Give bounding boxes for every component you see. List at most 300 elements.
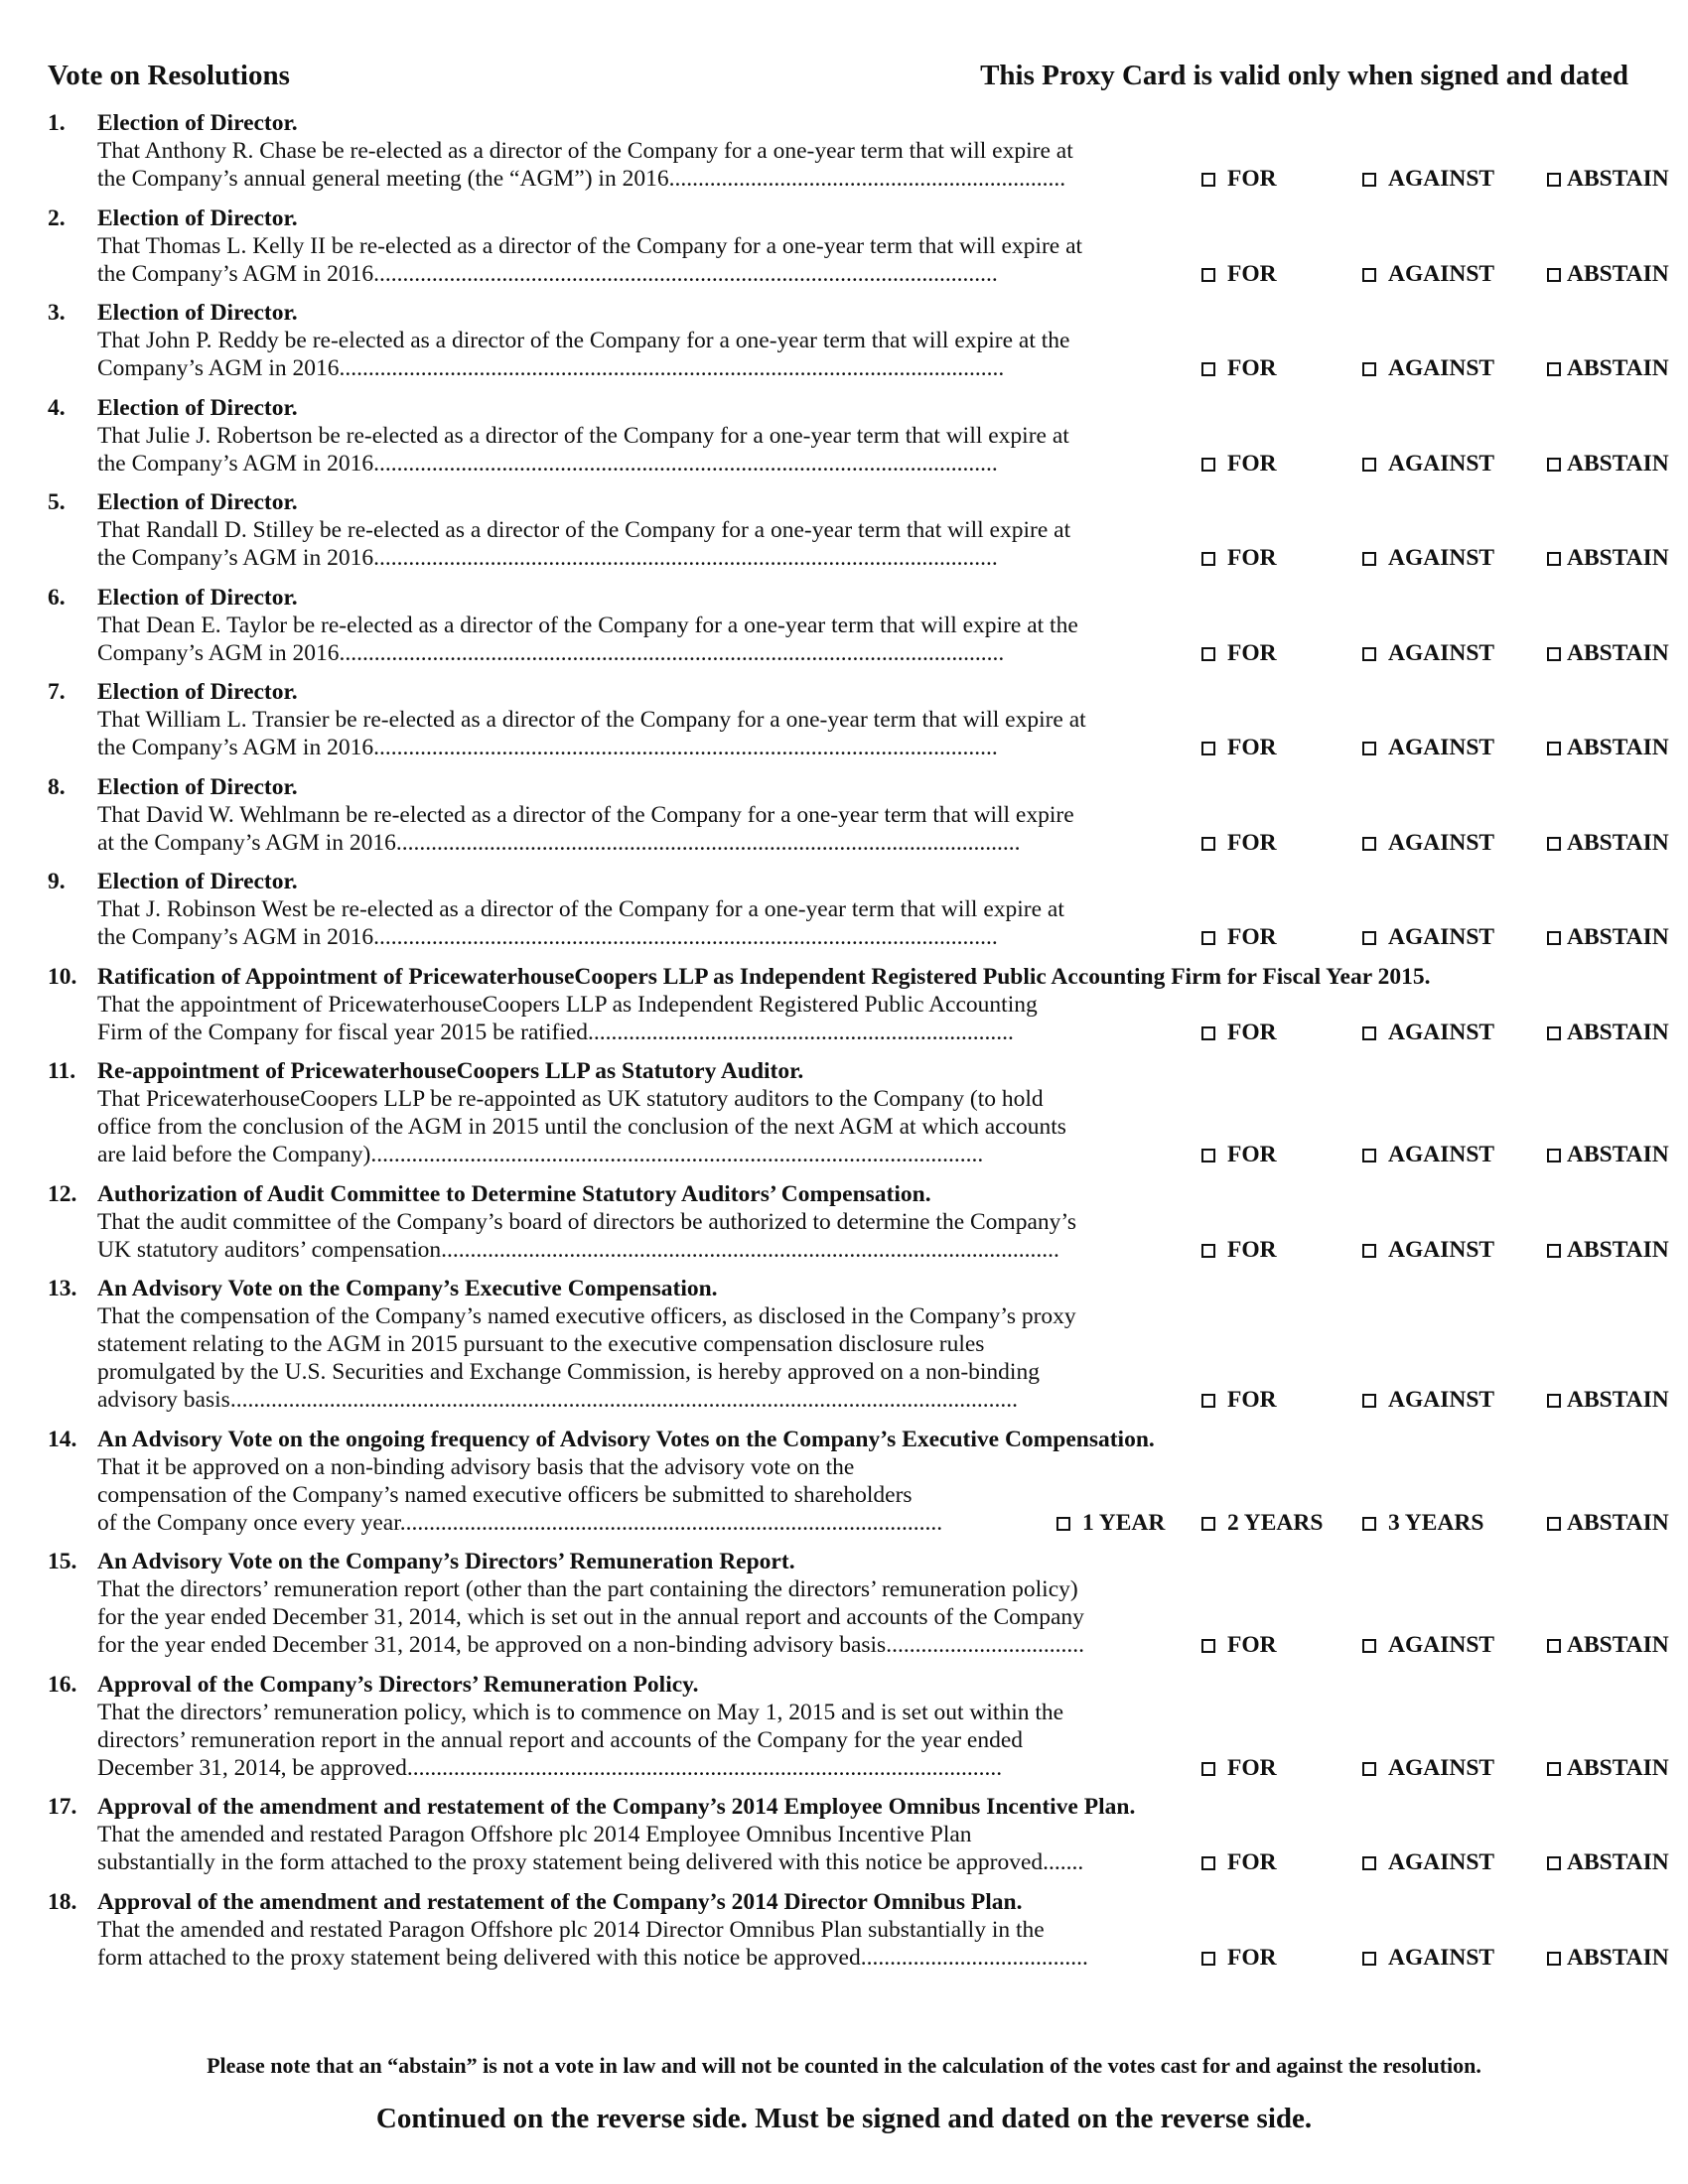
vote-option-against[interactable] <box>1362 354 1547 382</box>
vote-options <box>1201 639 1688 667</box>
resolution-text-line: That the directors’ remuneration report (other than the part containing the directors’ remuneration policy) <box>97 1576 1078 1602</box>
vote-option-label: ABSTAIN <box>1567 735 1669 760</box>
resolution-text-line: promulgated by the U.S. Securities and Exchange Commission, is hereby approved on a non-binding <box>97 1359 1040 1385</box>
resolution-number: 13. <box>48 1276 77 1301</box>
resolution-last-text <box>97 1509 1056 1537</box>
checkbox-icon[interactable] <box>1201 837 1215 851</box>
resolution-item <box>48 1426 1669 1537</box>
resolution-title: Election of Director. <box>97 773 298 800</box>
resolution-number: 12. <box>48 1180 77 1207</box>
vote-options <box>1201 1141 1688 1168</box>
vote-option-against[interactable] <box>1362 260 1547 288</box>
vote-options <box>1201 1631 1688 1659</box>
resolution-item <box>48 1057 1669 1168</box>
checkbox-icon[interactable] <box>1362 1394 1376 1408</box>
resolution-title: Authorization of Audit Committee to Determine Statutory Auditors’ Compensation. <box>97 1180 931 1207</box>
resolution-text-line: of the Company once every year <box>97 1509 400 1536</box>
checkbox-icon[interactable] <box>1547 1856 1561 1870</box>
vote-option-abstain[interactable] <box>1547 639 1688 667</box>
resolution-title: Election of Director. <box>97 489 298 515</box>
checkbox-icon[interactable] <box>1547 1639 1561 1653</box>
resolution-text-line: That Thomas L. Kelly II be re-elected as a director of the Company for a one-year term that will expire at <box>97 232 1083 259</box>
resolution-number: 15. <box>48 1549 77 1574</box>
dot-leader: .......................................................................................................... <box>378 924 998 950</box>
vote-option-for[interactable] <box>1201 1631 1362 1659</box>
vote-option-2-years[interactable] <box>1201 1509 1362 1537</box>
resolution-text-line: the Company’s AGM in 2016. <box>97 924 379 950</box>
vote-options <box>1201 450 1688 478</box>
vote-option-label: FOR <box>1227 1754 1277 1781</box>
vote-option-for[interactable] <box>1201 1848 1362 1876</box>
vote-option-abstain[interactable] <box>1547 1236 1688 1264</box>
vote-option-label: ABSTAIN <box>1567 1142 1669 1167</box>
resolution-vote-line <box>48 165 1669 193</box>
vote-option-3-years[interactable] <box>1362 1509 1547 1537</box>
dot-leader: ................................................................................................................. <box>345 639 1005 666</box>
resolution-text-line: That Anthony R. Chase be re-elected as a director of the Company for a one-year term that will expire at <box>97 138 1073 164</box>
resolution-text-line: Company’s AGM in 2016. <box>97 355 346 381</box>
resolution-text-line: advisory basis <box>97 1387 230 1413</box>
vote-option-for[interactable] <box>1201 354 1362 382</box>
resolution-item <box>48 1793 1669 1876</box>
vote-option-abstain[interactable] <box>1547 1944 1688 1972</box>
checkbox-icon[interactable] <box>1362 1639 1376 1653</box>
vote-option-against[interactable] <box>1362 639 1547 667</box>
resolution-text-line: substantially in the form attached to the proxy statement being delivered with this notice be approved. <box>97 1849 1050 1875</box>
header-title: Vote on Resolutions <box>48 60 290 91</box>
vote-option-label: FOR <box>1227 166 1277 192</box>
resolution-item <box>48 1671 1669 1782</box>
vote-option-for[interactable] <box>1201 1019 1362 1046</box>
checkbox-icon[interactable] <box>1547 1952 1561 1966</box>
vote-option-against[interactable] <box>1362 1631 1547 1659</box>
vote-option-for[interactable] <box>1201 1236 1362 1264</box>
resolution-last-text <box>97 829 1201 857</box>
resolution-title: Election of Director. <box>97 110 298 136</box>
resolution-text-line: statement relating to the AGM in 2015 pursuant to the executive compensation disclosure rules <box>97 1331 985 1357</box>
vote-option-against[interactable] <box>1362 1848 1547 1876</box>
resolution-item <box>48 584 1669 667</box>
resolution-text-line: That the audit committee of the Company’s board of directors be authorized to determine the Company’s <box>97 1208 1077 1235</box>
checkbox-icon[interactable] <box>1362 1149 1376 1162</box>
resolution-number: 8. <box>48 773 66 800</box>
vote-options <box>1201 1754 1688 1782</box>
vote-option-label: AGAINST <box>1388 735 1495 760</box>
vote-option-against[interactable] <box>1362 923 1547 951</box>
dot-leader: .......................................................................................................... <box>378 735 998 760</box>
vote-option-for[interactable] <box>1201 544 1362 572</box>
resolution-last-text <box>97 1631 1201 1659</box>
resolution-vote-line <box>48 1141 1669 1168</box>
vote-option-abstain[interactable] <box>1547 1141 1688 1168</box>
vote-option-label: AGAINST <box>1388 545 1495 571</box>
checkbox-icon[interactable] <box>1547 458 1561 472</box>
resolution-last-text <box>97 450 1201 478</box>
vote-option-label: FOR <box>1227 1019 1277 1045</box>
resolution-last-text <box>97 260 1201 288</box>
resolution-text-line: That the amended and restated Paragon Offshore plc 2014 Employee Omnibus Incentive Plan <box>97 1822 972 1847</box>
vote-option-label: AGAINST <box>1388 1849 1495 1875</box>
vote-option-abstain[interactable] <box>1547 544 1688 572</box>
resolution-item <box>48 299 1669 382</box>
vote-option-label: ABSTAIN <box>1567 545 1669 571</box>
vote-option-label: FOR <box>1227 924 1277 950</box>
checkbox-icon[interactable] <box>1362 1856 1376 1870</box>
resolution-item <box>48 488 1669 572</box>
vote-option-label: AGAINST <box>1388 1387 1495 1413</box>
resolution-vote-line <box>48 734 1669 761</box>
vote-option-against[interactable] <box>1362 1236 1547 1264</box>
resolution-item <box>48 1548 1669 1659</box>
resolution-text-line: for the year ended December 31, 2014, be approved on a non-binding advisory basis <box>97 1632 887 1658</box>
resolution-title: An Advisory Vote on the Company’s Executive Compensation. <box>97 1276 718 1301</box>
resolution-title: Approval of the amendment and restatement of the Company’s 2014 Employee Omnibus Incentive Plan. <box>97 1794 1136 1820</box>
resolution-vote-line <box>48 1848 1669 1876</box>
checkbox-icon[interactable] <box>1547 1244 1561 1258</box>
vote-options <box>1201 1236 1688 1264</box>
checkbox-icon[interactable] <box>1362 552 1376 566</box>
checkbox-icon[interactable] <box>1201 552 1215 566</box>
checkbox-icon[interactable] <box>1201 1952 1215 1966</box>
vote-option-label: AGAINST <box>1388 829 1495 856</box>
resolution-text-line: That William L. Transier be re-elected as a director of the Company for a one-year term that will expire at <box>97 707 1086 733</box>
vote-option-against[interactable] <box>1362 734 1547 761</box>
resolution-item <box>48 1180 1669 1264</box>
resolution-text-line: directors’ remuneration report in the annual report and accounts of the Company for the year ended <box>97 1726 1024 1753</box>
vote-option-label: AGAINST <box>1388 166 1495 192</box>
vote-option-against[interactable] <box>1362 1944 1547 1972</box>
vote-option-label: ABSTAIN <box>1567 829 1669 856</box>
checkbox-icon[interactable] <box>1362 1244 1376 1258</box>
vote-option-label: FOR <box>1227 260 1277 287</box>
vote-option-abstain[interactable] <box>1547 1848 1688 1876</box>
vote-option-label: ABSTAIN <box>1567 639 1669 666</box>
header-validity-notice: This Proxy Card is valid only when signed and dated <box>980 60 1628 91</box>
vote-option-label: ABSTAIN <box>1567 1236 1669 1263</box>
checkbox-icon[interactable] <box>1547 173 1561 187</box>
resolution-text-line: That the compensation of the Company’s named executive officers, as disclosed in the Company’s proxy <box>97 1303 1076 1329</box>
checkbox-icon[interactable] <box>1362 837 1376 851</box>
checkbox-icon[interactable] <box>1547 552 1561 566</box>
resolution-text-line: That J. Robinson West be re-elected as a director of the Company for a one-year term that will expire at <box>97 896 1064 922</box>
vote-option-against[interactable] <box>1362 450 1547 478</box>
checkbox-icon[interactable] <box>1362 647 1376 661</box>
resolution-title: Election of Director. <box>97 584 298 611</box>
resolution-text-line: That the appointment of PricewaterhouseCoopers LLP as Independent Registered Public Accounting <box>97 991 1038 1018</box>
resolution-text-line: the Company’s annual general meeting (the “AGM”) in 2016. <box>97 166 675 192</box>
resolution-title: Election of Director. <box>97 679 298 705</box>
resolution-text-line: That Dean E. Taylor be re-elected as a director of the Company for a one-year term that will expire at the <box>97 612 1078 638</box>
vote-option-label: AGAINST <box>1388 1236 1495 1263</box>
vote-option-label: FOR <box>1227 450 1277 477</box>
checkbox-icon[interactable] <box>1201 647 1215 661</box>
resolution-text-line: are laid before the Company). <box>97 1142 377 1167</box>
checkbox-icon[interactable] <box>1362 1026 1376 1040</box>
vote-option-label: ABSTAIN <box>1567 924 1669 950</box>
resolution-last-text <box>97 1236 1201 1264</box>
checkbox-icon[interactable] <box>1547 1394 1561 1408</box>
vote-option-label: FOR <box>1227 735 1277 760</box>
checkbox-icon[interactable] <box>1362 1517 1376 1531</box>
vote-option-label: ABSTAIN <box>1567 1632 1669 1658</box>
vote-option-label: ABSTAIN <box>1567 450 1669 477</box>
checkbox-icon[interactable] <box>1201 1149 1215 1162</box>
vote-option-label: 3 YEARS <box>1388 1509 1484 1536</box>
checkbox-icon[interactable] <box>1547 931 1561 945</box>
continued-notice: Continued on the reverse side. Must be signed and dated on the reverse side. <box>375 2103 1313 2134</box>
vote-option-for[interactable] <box>1201 1944 1362 1972</box>
dot-leader: ................................................................................................................. <box>345 355 1005 381</box>
resolution-last-text <box>97 734 1201 761</box>
checkbox-icon[interactable] <box>1362 173 1376 187</box>
resolution-text-line: December 31, 2014, be approved <box>97 1754 407 1781</box>
vote-option-for[interactable] <box>1201 1754 1362 1782</box>
vote-option-for[interactable] <box>1201 1386 1362 1414</box>
resolution-vote-line <box>48 354 1669 382</box>
vote-option-against[interactable] <box>1362 1386 1547 1414</box>
vote-option-abstain[interactable] <box>1547 829 1688 857</box>
resolution-item <box>48 109 1669 193</box>
vote-option-label: FOR <box>1227 829 1277 856</box>
resolution-text-line: That PricewaterhouseCoopers LLP be re-appointed as UK statutory auditors to the Company (to hold <box>97 1086 1044 1112</box>
resolution-text-line: compensation of the Company’s named executive officers be submitted to shareholders <box>97 1481 913 1508</box>
checkbox-icon[interactable] <box>1201 268 1215 282</box>
resolution-title: An Advisory Vote on the ongoing frequency of Advisory Votes on the Company’s Executive Compensation. <box>97 1426 1155 1452</box>
resolution-title: An Advisory Vote on the Company’s Directors’ Remuneration Report. <box>97 1549 795 1574</box>
vote-option-against[interactable] <box>1362 1019 1547 1046</box>
checkbox-icon[interactable] <box>1547 1762 1561 1776</box>
resolution-text-line: form attached to the proxy statement being delivered with this notice be approved. <box>97 1944 867 1971</box>
vote-option-label: ABSTAIN <box>1567 166 1669 192</box>
resolution-text-line: That the directors’ remuneration policy, which is to commence on May 1, 2015 and is set out within the <box>97 1699 1064 1725</box>
vote-option-against[interactable] <box>1362 1754 1547 1782</box>
resolution-last-text <box>97 1019 1201 1046</box>
vote-option-for[interactable] <box>1201 923 1362 951</box>
resolution-number: 9. <box>48 869 66 894</box>
checkbox-icon[interactable] <box>1362 931 1376 945</box>
resolution-last-text <box>97 1944 1201 1972</box>
vote-option-for[interactable] <box>1201 165 1362 193</box>
vote-option-label: AGAINST <box>1388 260 1495 287</box>
resolution-last-text <box>97 923 1201 951</box>
dot-leader: ............................................................................................. <box>399 1509 943 1536</box>
resolution-last-text <box>97 354 1201 382</box>
checkbox-icon[interactable] <box>1201 1026 1215 1040</box>
resolution-text-line: Firm of the Company for fiscal year 2015 be ratified <box>97 1019 589 1045</box>
resolution-item <box>48 394 1669 478</box>
resolution-number: 14. <box>48 1426 77 1452</box>
checkbox-icon[interactable] <box>1201 931 1215 945</box>
resolution-number: 4. <box>48 394 66 421</box>
header <box>48 60 1628 92</box>
checkbox-icon[interactable] <box>1547 362 1561 376</box>
checkbox-icon[interactable] <box>1201 1639 1215 1653</box>
vote-option-abstain[interactable] <box>1547 1754 1688 1782</box>
vote-option-abstain[interactable] <box>1547 1631 1688 1659</box>
resolution-vote-line <box>48 260 1669 288</box>
resolution-title: Ratification of Appointment of PricewaterhouseCoopers LLP as Independent Registered Public Accounting Firm for Fiscal Year 2015. <box>97 963 1431 990</box>
vote-options <box>1201 829 1688 857</box>
vote-option-label: FOR <box>1227 1632 1277 1658</box>
vote-option-label: ABSTAIN <box>1567 260 1669 287</box>
vote-option-abstain[interactable] <box>1547 923 1688 951</box>
resolution-item <box>48 678 1669 761</box>
resolution-vote-line <box>48 1631 1669 1659</box>
resolution-number: 5. <box>48 489 66 515</box>
resolution-number: 2. <box>48 205 66 231</box>
resolution-item <box>48 963 1669 1046</box>
checkbox-icon[interactable] <box>1362 362 1376 376</box>
checkbox-icon[interactable] <box>1201 173 1215 187</box>
checkbox-icon[interactable] <box>1547 1517 1561 1531</box>
checkbox-icon[interactable] <box>1201 1856 1215 1870</box>
vote-option-label: AGAINST <box>1388 450 1495 477</box>
vote-option-abstain[interactable] <box>1547 450 1688 478</box>
checkbox-icon[interactable] <box>1362 1762 1376 1776</box>
vote-option-abstain[interactable] <box>1547 1386 1688 1414</box>
dot-leader: ........................................................................................................... <box>395 829 1021 856</box>
resolution-number: 7. <box>48 679 66 705</box>
resolution-text-line: the Company’s AGM in 2016. <box>97 545 379 571</box>
resolution-vote-line <box>48 1019 1669 1046</box>
dot-leader: ...... <box>1049 1849 1084 1875</box>
resolution-last-text <box>97 1141 1201 1168</box>
vote-option-abstain[interactable] <box>1547 1509 1688 1537</box>
vote-option-for[interactable] <box>1201 450 1362 478</box>
resolution-vote-line <box>48 1509 1669 1537</box>
resolution-last-text <box>97 1386 1201 1414</box>
dot-leader: .......................................................................................................... <box>378 545 998 571</box>
checkbox-icon[interactable] <box>1362 268 1376 282</box>
vote-option-label: FOR <box>1227 1142 1277 1167</box>
vote-option-abstain[interactable] <box>1547 260 1688 288</box>
vote-option-label: ABSTAIN <box>1567 1509 1669 1536</box>
resolution-last-text <box>97 639 1201 667</box>
resolution-vote-line <box>48 639 1669 667</box>
resolution-text-line: That Julie J. Robertson be re-elected as a director of the Company for a one-year term that will expire at <box>97 422 1069 449</box>
vote-option-label: FOR <box>1227 1387 1277 1413</box>
resolution-number: 18. <box>48 1888 77 1915</box>
checkbox-icon[interactable] <box>1201 1762 1215 1776</box>
resolution-text-line: That Randall D. Stilley be re-elected as a director of the Company for a one-year term that will expire at <box>97 517 1071 543</box>
resolution-item <box>48 773 1669 857</box>
vote-option-against[interactable] <box>1362 829 1547 857</box>
vote-option-label: ABSTAIN <box>1567 1944 1669 1971</box>
vote-option-against[interactable] <box>1362 1141 1547 1168</box>
dot-leader: ........................................................................................................ <box>376 1142 984 1167</box>
resolution-text-line: That David W. Wehlmann be re-elected as a director of the Company for a one-year term that will expire <box>97 801 1074 828</box>
checkbox-icon[interactable] <box>1201 1244 1215 1258</box>
checkbox-icon[interactable] <box>1056 1517 1070 1531</box>
vote-option-label: FOR <box>1227 545 1277 571</box>
vote-options <box>1201 734 1688 761</box>
vote-option-abstain[interactable] <box>1547 1019 1688 1046</box>
resolution-number: 10. <box>48 963 77 990</box>
checkbox-icon[interactable] <box>1547 1149 1561 1162</box>
resolution-vote-line <box>48 450 1669 478</box>
resolution-number: 6. <box>48 584 66 611</box>
vote-option-against[interactable] <box>1362 165 1547 193</box>
vote-options <box>1201 260 1688 288</box>
vote-option-label: FOR <box>1227 1944 1277 1971</box>
resolution-last-text <box>97 544 1201 572</box>
checkbox-icon[interactable] <box>1362 1952 1376 1966</box>
vote-option-abstain[interactable] <box>1547 165 1688 193</box>
vote-option-1-year[interactable] <box>1056 1509 1201 1537</box>
checkbox-icon[interactable] <box>1547 742 1561 755</box>
vote-option-label: AGAINST <box>1388 639 1495 666</box>
vote-option-label: AGAINST <box>1388 1944 1495 1971</box>
dot-leader: .......................................................................................................... <box>378 450 998 477</box>
vote-option-label: ABSTAIN <box>1567 1387 1669 1413</box>
checkbox-icon[interactable] <box>1201 1394 1215 1408</box>
vote-options <box>1201 1019 1688 1046</box>
checkbox-icon[interactable] <box>1547 1026 1561 1040</box>
resolution-vote-line <box>48 829 1669 857</box>
resolution-last-text <box>97 1754 1201 1782</box>
resolution-number: 1. <box>48 110 66 136</box>
vote-option-for[interactable] <box>1201 734 1362 761</box>
resolution-vote-line <box>48 1944 1669 1972</box>
vote-option-label: AGAINST <box>1388 924 1495 950</box>
vote-option-for[interactable] <box>1201 639 1362 667</box>
vote-options <box>1201 354 1688 382</box>
checkbox-icon[interactable] <box>1547 268 1561 282</box>
resolution-number: 3. <box>48 300 66 326</box>
checkbox-icon[interactable] <box>1362 458 1376 472</box>
vote-option-label: FOR <box>1227 639 1277 666</box>
checkbox-icon[interactable] <box>1201 742 1215 755</box>
vote-options <box>1056 1509 1688 1537</box>
checkbox-icon[interactable] <box>1547 837 1561 851</box>
vote-options <box>1201 165 1688 193</box>
resolution-text-line: the Company’s AGM in 2016. <box>97 260 379 287</box>
resolution-title: Approval of the Company’s Directors’ Remuneration Policy. <box>97 1671 699 1698</box>
vote-option-label: AGAINST <box>1388 1632 1495 1658</box>
resolution-text-line: UK statutory auditors’ compensation <box>97 1236 442 1263</box>
resolution-text-line: That it be approved on a non-binding advisory basis that the advisory vote on the <box>97 1453 855 1480</box>
vote-option-label: ABSTAIN <box>1567 1019 1669 1045</box>
checkbox-icon[interactable] <box>1362 742 1376 755</box>
vote-option-for[interactable] <box>1201 260 1362 288</box>
vote-option-abstain[interactable] <box>1547 354 1688 382</box>
checkbox-icon[interactable] <box>1547 647 1561 661</box>
vote-options <box>1201 544 1688 572</box>
vote-option-for[interactable] <box>1201 829 1362 857</box>
vote-option-against[interactable] <box>1362 544 1547 572</box>
resolution-title: Election of Director. <box>97 300 298 326</box>
vote-option-label: ABSTAIN <box>1567 355 1669 381</box>
checkbox-icon[interactable] <box>1201 362 1215 376</box>
vote-option-label: AGAINST <box>1388 1754 1495 1781</box>
resolution-text-line: the Company’s AGM in 2016. <box>97 450 379 477</box>
checkbox-icon[interactable] <box>1201 1517 1215 1531</box>
resolution-item <box>48 1888 1669 1972</box>
resolution-last-text <box>97 1848 1201 1876</box>
vote-option-abstain[interactable] <box>1547 734 1688 761</box>
resolution-number: 11. <box>48 1058 76 1084</box>
checkbox-icon[interactable] <box>1201 458 1215 472</box>
dot-leader: ......................................................................... <box>588 1019 1014 1045</box>
vote-options <box>1201 923 1688 951</box>
resolution-title: Election of Director. <box>97 869 298 894</box>
vote-option-label: AGAINST <box>1388 1142 1495 1167</box>
vote-option-for[interactable] <box>1201 1141 1362 1168</box>
vote-option-label: FOR <box>1227 1236 1277 1263</box>
resolution-title: Election of Director. <box>97 205 298 231</box>
resolution-vote-line <box>48 1754 1669 1782</box>
vote-option-label: ABSTAIN <box>1567 1754 1669 1781</box>
